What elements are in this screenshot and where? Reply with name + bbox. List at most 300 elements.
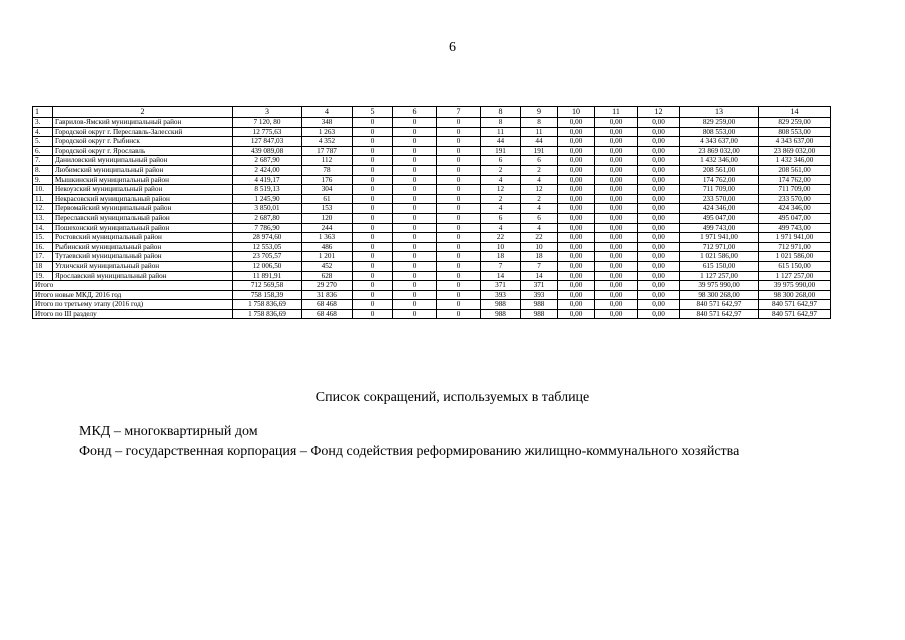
table-cell: 0	[437, 194, 481, 204]
data-table	[32, 106, 831, 319]
table-row	[33, 213, 831, 223]
table-cell: 44	[521, 137, 558, 147]
table-cell: 0,00	[595, 165, 638, 175]
table-cell: 0	[393, 281, 437, 291]
table-cell: 0,00	[558, 290, 595, 300]
table-cell: 0	[353, 213, 393, 223]
table-cell: 0	[353, 127, 393, 137]
table-cell: 486	[302, 242, 353, 252]
table-cell: 0,00	[595, 137, 638, 147]
table-cell: 0,00	[558, 252, 595, 262]
table-cell: 0,00	[638, 281, 680, 291]
table-cell: Ярославский муниципальный район	[53, 271, 233, 281]
table-cell: 19.	[33, 271, 53, 281]
table-cell: 2	[521, 194, 558, 204]
table-cell: 0,00	[558, 309, 595, 319]
table-cell: 61	[302, 194, 353, 204]
table-cell: 2	[481, 194, 521, 204]
table-cell: Городской округ г. Ярославль	[53, 146, 233, 156]
table-cell: 808 553,00	[680, 127, 759, 137]
table-cell: 174 762,00	[759, 175, 831, 185]
table-cell: 0	[437, 204, 481, 214]
table-cell: 0,00	[638, 261, 680, 271]
table-cell: 1 201	[302, 252, 353, 262]
table-cell: Любимский муниципальный район	[53, 165, 233, 175]
table-cell: 0	[353, 118, 393, 128]
table-cell: 0,00	[595, 118, 638, 128]
table-cell: 0	[437, 223, 481, 233]
table-cell: 4 419,17	[233, 175, 302, 185]
table-cell: 0,00	[638, 309, 680, 319]
table-cell: 0	[393, 127, 437, 137]
table-cell: 0	[393, 137, 437, 147]
table-cell: 0,00	[558, 271, 595, 281]
table-cell: 1	[33, 107, 53, 118]
table-cell: 78	[302, 165, 353, 175]
table-cell: 0	[353, 242, 393, 252]
page-number: 6	[449, 40, 456, 55]
table-cell: 0	[393, 118, 437, 128]
table-row	[33, 118, 831, 128]
table-cell: 0,00	[638, 300, 680, 310]
table-cell: 0	[393, 146, 437, 156]
table-row	[33, 156, 831, 166]
table-header-row	[33, 107, 831, 118]
table-cell: 0	[393, 194, 437, 204]
table-row	[33, 185, 831, 195]
table-cell: 0,00	[558, 242, 595, 252]
table-cell: 0	[437, 290, 481, 300]
table-cell: Угличский муниципальный район	[53, 261, 233, 271]
table-cell: 68 468	[302, 300, 353, 310]
table-cell: 0	[437, 213, 481, 223]
table-cell: 840 571 642,97	[680, 309, 759, 319]
table-cell: Итого	[33, 281, 233, 291]
table-cell: Некоузский муниципальный район	[53, 185, 233, 195]
table-cell: 628	[302, 271, 353, 281]
table-cell: 840 571 642,97	[680, 300, 759, 310]
table-cell: 0,00	[595, 194, 638, 204]
abbreviation-fond: Фонд – государственная корпорация – Фонд содействия реформированию жилищно-коммунального хозяйства	[79, 444, 740, 459]
table-cell: 8.	[33, 165, 53, 175]
table-cell: 5	[353, 107, 393, 118]
table-cell: 0	[353, 146, 393, 156]
table-row	[33, 242, 831, 252]
table-cell: 0,00	[638, 185, 680, 195]
table-cell: 4	[521, 175, 558, 185]
table-cell: 13.	[33, 213, 53, 223]
table-cell: 1 127 257,00	[759, 271, 831, 281]
table-cell: 5.	[33, 137, 53, 147]
table-row	[33, 137, 831, 147]
table-cell: 0,00	[558, 223, 595, 233]
table-cell: 39 975 990,00	[680, 281, 759, 291]
table-cell: 0,00	[638, 223, 680, 233]
table-cell: 0,00	[638, 137, 680, 147]
table-cell: 0,00	[638, 213, 680, 223]
table-cell: 0,00	[595, 242, 638, 252]
table-cell: Итого по третьему этапу (2016 год)	[33, 300, 233, 310]
table-total-row	[33, 290, 831, 300]
table-cell: 0	[353, 281, 393, 291]
table-cell: 12 775,63	[233, 127, 302, 137]
table-cell: 4	[302, 107, 353, 118]
table-row	[33, 271, 831, 281]
table-cell: 0,00	[595, 252, 638, 262]
table-cell: 0,00	[638, 290, 680, 300]
table-cell: 0,00	[558, 281, 595, 291]
table-cell: 233 570,00	[680, 194, 759, 204]
table-cell: 1 432 346,00	[680, 156, 759, 166]
table-cell: 244	[302, 223, 353, 233]
table-cell: 439 089,08	[233, 146, 302, 156]
table-cell: 0,00	[558, 261, 595, 271]
table-cell: 0,00	[595, 223, 638, 233]
table-cell: 23 705,57	[233, 252, 302, 262]
table-cell: 0,00	[638, 146, 680, 156]
table-cell: 499 743,00	[680, 223, 759, 233]
table-cell: 153	[302, 204, 353, 214]
table-row	[33, 252, 831, 262]
table-cell: 2 424,00	[233, 165, 302, 175]
table-cell: 17.	[33, 252, 53, 262]
table-cell: Некрасовский муниципальный район	[53, 194, 233, 204]
table-total-row	[33, 281, 831, 291]
table-cell: 0	[353, 137, 393, 147]
table-cell: 4	[521, 204, 558, 214]
table-cell: 0,00	[558, 127, 595, 137]
table-cell: 988	[521, 309, 558, 319]
table-cell: 0	[393, 213, 437, 223]
table-cell: 452	[302, 261, 353, 271]
table-total-row	[33, 309, 831, 319]
table-cell: 0,00	[638, 194, 680, 204]
table-cell: 0,00	[558, 165, 595, 175]
table-row	[33, 261, 831, 271]
table-cell: 0	[437, 165, 481, 175]
table-cell: Переславский муниципальный район	[53, 213, 233, 223]
table-cell: 393	[521, 290, 558, 300]
table-cell: 8	[481, 118, 521, 128]
table-total-row	[33, 300, 831, 310]
table-cell: 191	[521, 146, 558, 156]
table-cell: 1 127 257,00	[680, 271, 759, 281]
table-cell: 0	[353, 271, 393, 281]
table-cell: 14	[759, 107, 831, 118]
table-cell: 10	[521, 242, 558, 252]
table-cell: 0	[393, 185, 437, 195]
table-cell: 0	[437, 156, 481, 166]
table-cell: 0,00	[638, 165, 680, 175]
table-cell: 0	[393, 290, 437, 300]
table-cell: 711 709,00	[759, 185, 831, 195]
table-cell: Мышкинский муниципальный район	[53, 175, 233, 185]
table-cell: 808 553,00	[759, 127, 831, 137]
table-cell: 208 561,00	[759, 165, 831, 175]
table-cell: 2	[53, 107, 233, 118]
table-cell: 2	[521, 165, 558, 175]
table-cell: 0	[393, 233, 437, 243]
table-cell: Городской округ г. Рыбинск	[53, 137, 233, 147]
table-cell: 0	[437, 127, 481, 137]
table-cell: 7 120, 80	[233, 118, 302, 128]
table-cell: 127 847,03	[233, 137, 302, 147]
table-cell: 371	[481, 281, 521, 291]
table-cell: 0	[353, 309, 393, 319]
abbreviation-mkd: МКД – многоквартирный дом	[79, 424, 258, 439]
table-cell: 14	[521, 271, 558, 281]
table-cell: 4 343 637,00	[759, 137, 831, 147]
table-cell: 1 758 836,69	[233, 309, 302, 319]
table-cell: 0	[393, 271, 437, 281]
table-cell: Первомайский муниципальный район	[53, 204, 233, 214]
table-cell: 0,00	[595, 261, 638, 271]
table-cell: 712 971,00	[759, 242, 831, 252]
table-cell: 0	[437, 261, 481, 271]
table-cell: 0,00	[638, 242, 680, 252]
table-cell: 7	[437, 107, 481, 118]
table-cell: 0	[353, 223, 393, 233]
table-row	[33, 165, 831, 175]
table-cell: 4	[481, 175, 521, 185]
table-cell: 0,00	[638, 156, 680, 166]
table-cell: 0,00	[595, 175, 638, 185]
table-cell: 0,00	[558, 175, 595, 185]
table-cell: 0,00	[558, 213, 595, 223]
table-cell: 0	[393, 204, 437, 214]
table-cell: 0	[393, 261, 437, 271]
table-cell: 0	[353, 233, 393, 243]
table-cell: 0,00	[558, 118, 595, 128]
table-cell: 28 974,60	[233, 233, 302, 243]
table-cell: 499 743,00	[759, 223, 831, 233]
table-cell: 0,00	[595, 204, 638, 214]
table-cell: 0	[393, 156, 437, 166]
table-cell: 1 758 836,69	[233, 300, 302, 310]
table-cell: 13	[680, 107, 759, 118]
table-cell: 0	[393, 175, 437, 185]
table-cell: 0	[353, 261, 393, 271]
table-cell: Итого новые МКД, 2016 год	[33, 290, 233, 300]
table-cell: 0	[437, 252, 481, 262]
table-cell: 1 971 941,00	[759, 233, 831, 243]
table-cell: 0,00	[558, 300, 595, 310]
table-cell: 98 300 268,00	[759, 290, 831, 300]
table-cell: 2 687,90	[233, 156, 302, 166]
table-cell: 0	[393, 309, 437, 319]
table-cell: 18	[33, 261, 53, 271]
table-cell: 988	[521, 300, 558, 310]
table-cell: 1 971 941,00	[680, 233, 759, 243]
section-title: Список сокращений, используемых в таблице	[315, 390, 590, 405]
table-cell: 12.	[33, 204, 53, 214]
table-cell: 1 363	[302, 233, 353, 243]
table-cell: 22	[481, 233, 521, 243]
table-cell: 0,00	[638, 252, 680, 262]
table-cell: 711 709,00	[680, 185, 759, 195]
table-cell: 12	[521, 185, 558, 195]
table-cell: 712 569,58	[233, 281, 302, 291]
table-cell: 0,00	[638, 271, 680, 281]
table-cell: 4	[481, 204, 521, 214]
table-cell: 0	[353, 175, 393, 185]
table-cell: Городской округ г. Переславль-Залесский	[53, 127, 233, 137]
table-cell: 6	[481, 213, 521, 223]
table-cell: 615 150,00	[759, 261, 831, 271]
table-cell: 0,00	[595, 281, 638, 291]
table-cell: 0	[437, 175, 481, 185]
table-cell: 0,00	[558, 146, 595, 156]
table-row	[33, 175, 831, 185]
table-cell: 39 975 990,00	[759, 281, 831, 291]
table-cell: 0	[353, 300, 393, 310]
table-cell: 0,00	[558, 156, 595, 166]
table-cell: 0,00	[558, 233, 595, 243]
table-cell: 3.	[33, 118, 53, 128]
table-cell: 12 006,50	[233, 261, 302, 271]
table-cell: 0,00	[595, 309, 638, 319]
table-cell: 11 891,91	[233, 271, 302, 281]
table-cell: 12 553,05	[233, 242, 302, 252]
table-cell: 0,00	[595, 156, 638, 166]
table-cell: 7	[521, 261, 558, 271]
table-cell: 495 047,00	[680, 213, 759, 223]
table-cell: 3	[233, 107, 302, 118]
table-cell: 10	[481, 242, 521, 252]
table-cell: 0	[437, 185, 481, 195]
table-row	[33, 146, 831, 156]
table-cell: 208 561,00	[680, 165, 759, 175]
table-cell: 393	[481, 290, 521, 300]
table-cell: 11	[595, 107, 638, 118]
table-cell: 0,00	[638, 175, 680, 185]
table-cell: 174 762,00	[680, 175, 759, 185]
table-cell: 68 468	[302, 309, 353, 319]
table-cell: 23 869 032,00	[759, 146, 831, 156]
table-cell: 0,00	[595, 185, 638, 195]
table-cell: 0	[437, 137, 481, 147]
table-cell: 112	[302, 156, 353, 166]
table-cell: 3 850,01	[233, 204, 302, 214]
table-cell: 0	[437, 242, 481, 252]
table-cell: Тутаевский муниципальный район	[53, 252, 233, 262]
table-cell: 0	[437, 118, 481, 128]
table-cell: 0,00	[595, 213, 638, 223]
table-cell: 712 971,00	[680, 242, 759, 252]
table-row	[33, 194, 831, 204]
table-cell: 0	[393, 300, 437, 310]
table-cell: 0,00	[595, 271, 638, 281]
table-cell: 11.	[33, 194, 53, 204]
table-cell: 4	[521, 223, 558, 233]
table-cell: 31 836	[302, 290, 353, 300]
table-cell: 7.	[33, 156, 53, 166]
table-cell: 0	[353, 290, 393, 300]
table-cell: 0	[353, 156, 393, 166]
table-cell: 4	[481, 223, 521, 233]
table-cell: 6	[481, 156, 521, 166]
table-cell: 0	[437, 309, 481, 319]
table-row	[33, 233, 831, 243]
table-cell: 0,00	[595, 127, 638, 137]
table-cell: 1 021 586,00	[759, 252, 831, 262]
table-cell: 0,00	[638, 233, 680, 243]
table-cell: 9	[521, 107, 558, 118]
table-cell: 371	[521, 281, 558, 291]
table-cell: 1 021 586,00	[680, 252, 759, 262]
table-cell: 12	[481, 185, 521, 195]
table-cell: 44	[481, 137, 521, 147]
table-cell: 0	[353, 252, 393, 262]
table-cell: 17 787	[302, 146, 353, 156]
table-cell: 9.	[33, 175, 53, 185]
table-cell: 0	[437, 281, 481, 291]
table-cell: 8	[521, 118, 558, 128]
table-cell: 758 158,39	[233, 290, 302, 300]
table-cell: 7	[481, 261, 521, 271]
table-cell: 348	[302, 118, 353, 128]
table-cell: 14.	[33, 223, 53, 233]
table-cell: 988	[481, 309, 521, 319]
table-cell: 7 786,90	[233, 223, 302, 233]
table-cell: 829 259,00	[759, 118, 831, 128]
table-cell: 988	[481, 300, 521, 310]
table-row	[33, 223, 831, 233]
table-cell: 2	[481, 165, 521, 175]
table-row	[33, 204, 831, 214]
table-cell: 0	[353, 204, 393, 214]
table-cell: 0,00	[595, 290, 638, 300]
table-cell: 0,00	[595, 146, 638, 156]
table-cell: 0,00	[595, 233, 638, 243]
table-cell: 0	[353, 165, 393, 175]
table-cell: 840 571 642,97	[759, 309, 831, 319]
table-cell: 615 150,00	[680, 261, 759, 271]
table-cell: 176	[302, 175, 353, 185]
table-cell: 4 352	[302, 137, 353, 147]
table-cell: Даниловский муниципальный район	[53, 156, 233, 166]
table-cell: 1 245,90	[233, 194, 302, 204]
table-cell: 4 343 637,00	[680, 137, 759, 147]
table-cell: 4.	[33, 127, 53, 137]
table-cell: 0,00	[558, 194, 595, 204]
table-cell: 8	[481, 107, 521, 118]
table-cell: 10	[558, 107, 595, 118]
table-cell: 191	[481, 146, 521, 156]
table-cell: 1 263	[302, 127, 353, 137]
table-cell: 0,00	[558, 204, 595, 214]
table-cell: Гаврилов-Ямский муниципальный район	[53, 118, 233, 128]
table-cell: 424 346,00	[759, 204, 831, 214]
table-cell: 0	[353, 194, 393, 204]
table-cell: 0	[353, 185, 393, 195]
table-cell: 6.	[33, 146, 53, 156]
table-cell: 16.	[33, 242, 53, 252]
table-cell: 0	[393, 252, 437, 262]
table-row	[33, 127, 831, 137]
table-cell: 0,00	[595, 300, 638, 310]
table-cell: Рыбинский муниципальный район	[53, 242, 233, 252]
table-cell: 15.	[33, 233, 53, 243]
table-cell: 0,00	[558, 185, 595, 195]
table-cell: 233 570,00	[759, 194, 831, 204]
table-cell: 6	[393, 107, 437, 118]
table-cell: 495 047,00	[759, 213, 831, 223]
table-cell: 29 270	[302, 281, 353, 291]
table-cell: 98 300 268,00	[680, 290, 759, 300]
table-cell: 120	[302, 213, 353, 223]
table-cell: Ростовский муниципальный район	[53, 233, 233, 243]
